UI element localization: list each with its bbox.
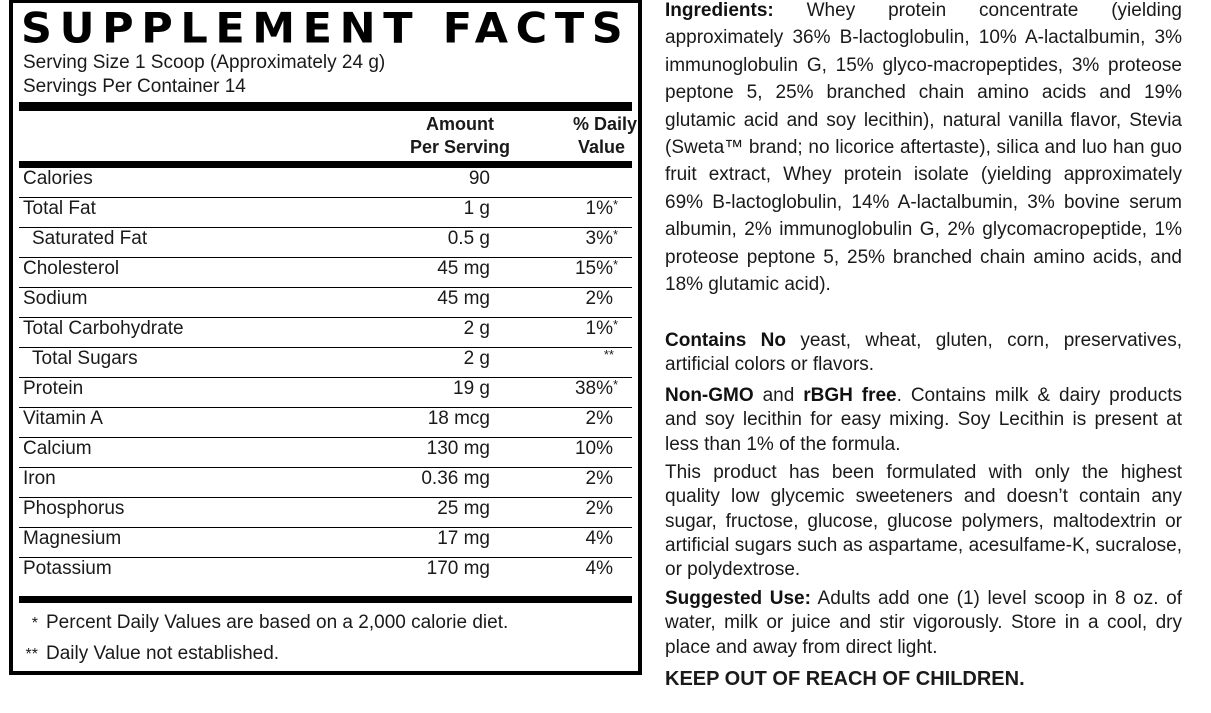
nutrient-dv: 4% [585, 558, 613, 579]
table-row [19, 348, 632, 378]
facts-title: SUPPLEMENT FACTS [21, 4, 631, 54]
nutrient-name: Saturated Fat [32, 228, 148, 249]
non-gmo-body: . Contains milk & dairy products and soy lecithin for easy mixing. Soy Lecithin is present at less than 1% of the formula. [665, 385, 1183, 455]
footnote-text: Percent Daily Values are based on a 2,000 calorie diet. [46, 612, 509, 633]
non-gmo-conjunction: and [753, 385, 804, 406]
nutrient-dv: 1%* [585, 317, 619, 339]
nutrient-amount: 45 mg [437, 288, 490, 309]
nutrient-amount: 45 mg [437, 258, 490, 279]
table-row [19, 558, 632, 588]
dv-header-line2: Value [577, 137, 625, 157]
formulation-paragraph [665, 461, 1182, 582]
footnote-text: Daily Value not established. [46, 643, 280, 664]
nutrient-amount: 1 g [463, 198, 490, 219]
nutrient-name: Total Sugars [32, 348, 138, 369]
suggested-use-heading: Suggested Use: [665, 588, 811, 609]
ingredients-paragraph [665, 0, 1182, 298]
nutrient-dv: 1%* [585, 197, 619, 219]
nutrient-amount: 19 g [453, 378, 490, 399]
warning-text: KEEP OUT OF REACH OF CHILDREN. [665, 668, 1025, 690]
nutrient-table [19, 168, 632, 588]
contains-no-paragraph [665, 329, 1182, 378]
nutrient-name: Magnesium [23, 528, 122, 549]
nutrient-name: Total Fat [23, 198, 96, 219]
nutrient-dv: 15%* [574, 257, 619, 279]
nutrient-name: Potassium [23, 558, 112, 579]
nutrient-dv: 2% [585, 288, 613, 309]
formulation-body: This product has been formulated with only the highest quality low glycemic sweeteners and doesn’t contain any sugar, fructose, glucose, glucose polymers, maltodextrin or artificial sugars such as aspartame, acesulfame-K, sucralose, or polydextrose. [665, 462, 1182, 581]
table-row [19, 498, 632, 528]
footnote-mark: * [31, 615, 38, 632]
nutrient-name: Phosphorus [23, 498, 125, 519]
footnote-percent-dv [19, 612, 508, 635]
rbgh-free-heading: rBGH free [803, 385, 897, 406]
table-row [19, 468, 632, 498]
contains-no-body: yeast, wheat, gluten, corn, preservatives, artificial colors or flavors. [665, 330, 1182, 376]
nutrient-dv: 10% [574, 438, 613, 459]
nutrient-dv: 2% [585, 408, 613, 429]
nutrient-amount: 17 mg [437, 528, 490, 549]
nutrient-amount: 2 g [463, 318, 490, 339]
table-row [19, 168, 632, 198]
table-row [19, 318, 632, 348]
dv-header-line1: % Daily [572, 114, 637, 134]
footnote-mark: ** [25, 646, 38, 663]
suggested-use-body: Adults add one (1) level scoop in 8 oz. of water, milk or juice and stir vigorously. Store in a cool, dry place and away from direct light. [665, 588, 1182, 658]
serving-size: Serving Size 1 Scoop (Approximately 24 g) [23, 52, 386, 73]
contains-no-heading: Contains No [665, 330, 786, 351]
nutrient-dv: 2% [585, 498, 613, 519]
non-gmo-paragraph [665, 384, 1182, 457]
nutrient-amount: 0.5 g [447, 228, 490, 249]
table-row [19, 408, 632, 438]
table-row [19, 198, 632, 228]
amount-header-line2: Per Serving [409, 137, 511, 157]
table-row [19, 288, 632, 318]
footnote-dv-not-established [19, 643, 279, 666]
supplement-facts-panel [9, 0, 642, 675]
nutrient-dv: 3%* [585, 227, 619, 249]
nutrient-name: Vitamin A [23, 408, 103, 429]
nutrient-dv: 2% [585, 468, 613, 489]
nutrient-dv [551, 168, 621, 190]
nutrient-dv: 38%* [574, 377, 619, 399]
amount-per-serving-header [385, 113, 535, 159]
thick-divider [19, 102, 632, 111]
nutrient-name: Total Carbohydrate [23, 318, 184, 339]
table-row [19, 378, 632, 408]
servings-per-container: Servings Per Container 14 [23, 76, 246, 97]
nutrient-amount: 2 g [463, 348, 490, 369]
nutrient-name: Iron [23, 468, 56, 489]
nutrient-name: Calcium [23, 438, 92, 459]
nutrient-name: Cholesterol [23, 258, 120, 279]
ingredients-body: Whey protein concentrate (yielding approximately 36% B-lactoglobulin, 10% A-lactalbumin, 3% immunoglobulin G, 15% glyco-macropeptides, 3% proteose peptone 5, 25% branched chain amino acids and 19% glutamic acid and soy lecithin), natural vanilla flavor, Stevia (Sweta™ brand; no licorice aftertaste), silica and luo han guo fruit extract, Whey protein isolate (yielding approximately 69% B-lactoglobulin, 14% A-lactalbumin, 3% bovine serum albumin, 2% immunoglobulin G, 2% glycomacropeptide, 1% proteose peptone 5, 25% branched chain amino acids, and 18% glutamic acid). [665, 0, 1182, 296]
table-row [19, 228, 632, 258]
nutrient-amount: 25 mg [437, 498, 490, 519]
nutrient-name: Sodium [23, 288, 88, 309]
nutrient-amount: 18 mcg [427, 408, 490, 429]
daily-value-header [547, 113, 637, 159]
nutrient-dv: ** [603, 347, 614, 362]
nutrient-amount: 170 mg [426, 558, 490, 579]
table-row [19, 528, 632, 558]
nutrient-name: Protein [23, 378, 84, 399]
ingredients-heading: Ingredients: [665, 0, 774, 21]
suggested-use-paragraph [665, 587, 1182, 660]
nutrient-amount: 0.36 mg [421, 468, 490, 489]
nutrient-amount: 130 mg [426, 438, 490, 459]
non-gmo-heading: Non-GMO [665, 385, 754, 406]
nutrient-amount: 90 [468, 168, 490, 189]
amount-header-line1: Amount [426, 114, 494, 134]
thick-divider [19, 161, 632, 168]
thick-divider [19, 596, 632, 603]
nutrient-dv: 4% [585, 528, 613, 549]
nutrient-name: Calories [23, 168, 93, 189]
table-row [19, 258, 632, 288]
table-row [19, 438, 632, 468]
